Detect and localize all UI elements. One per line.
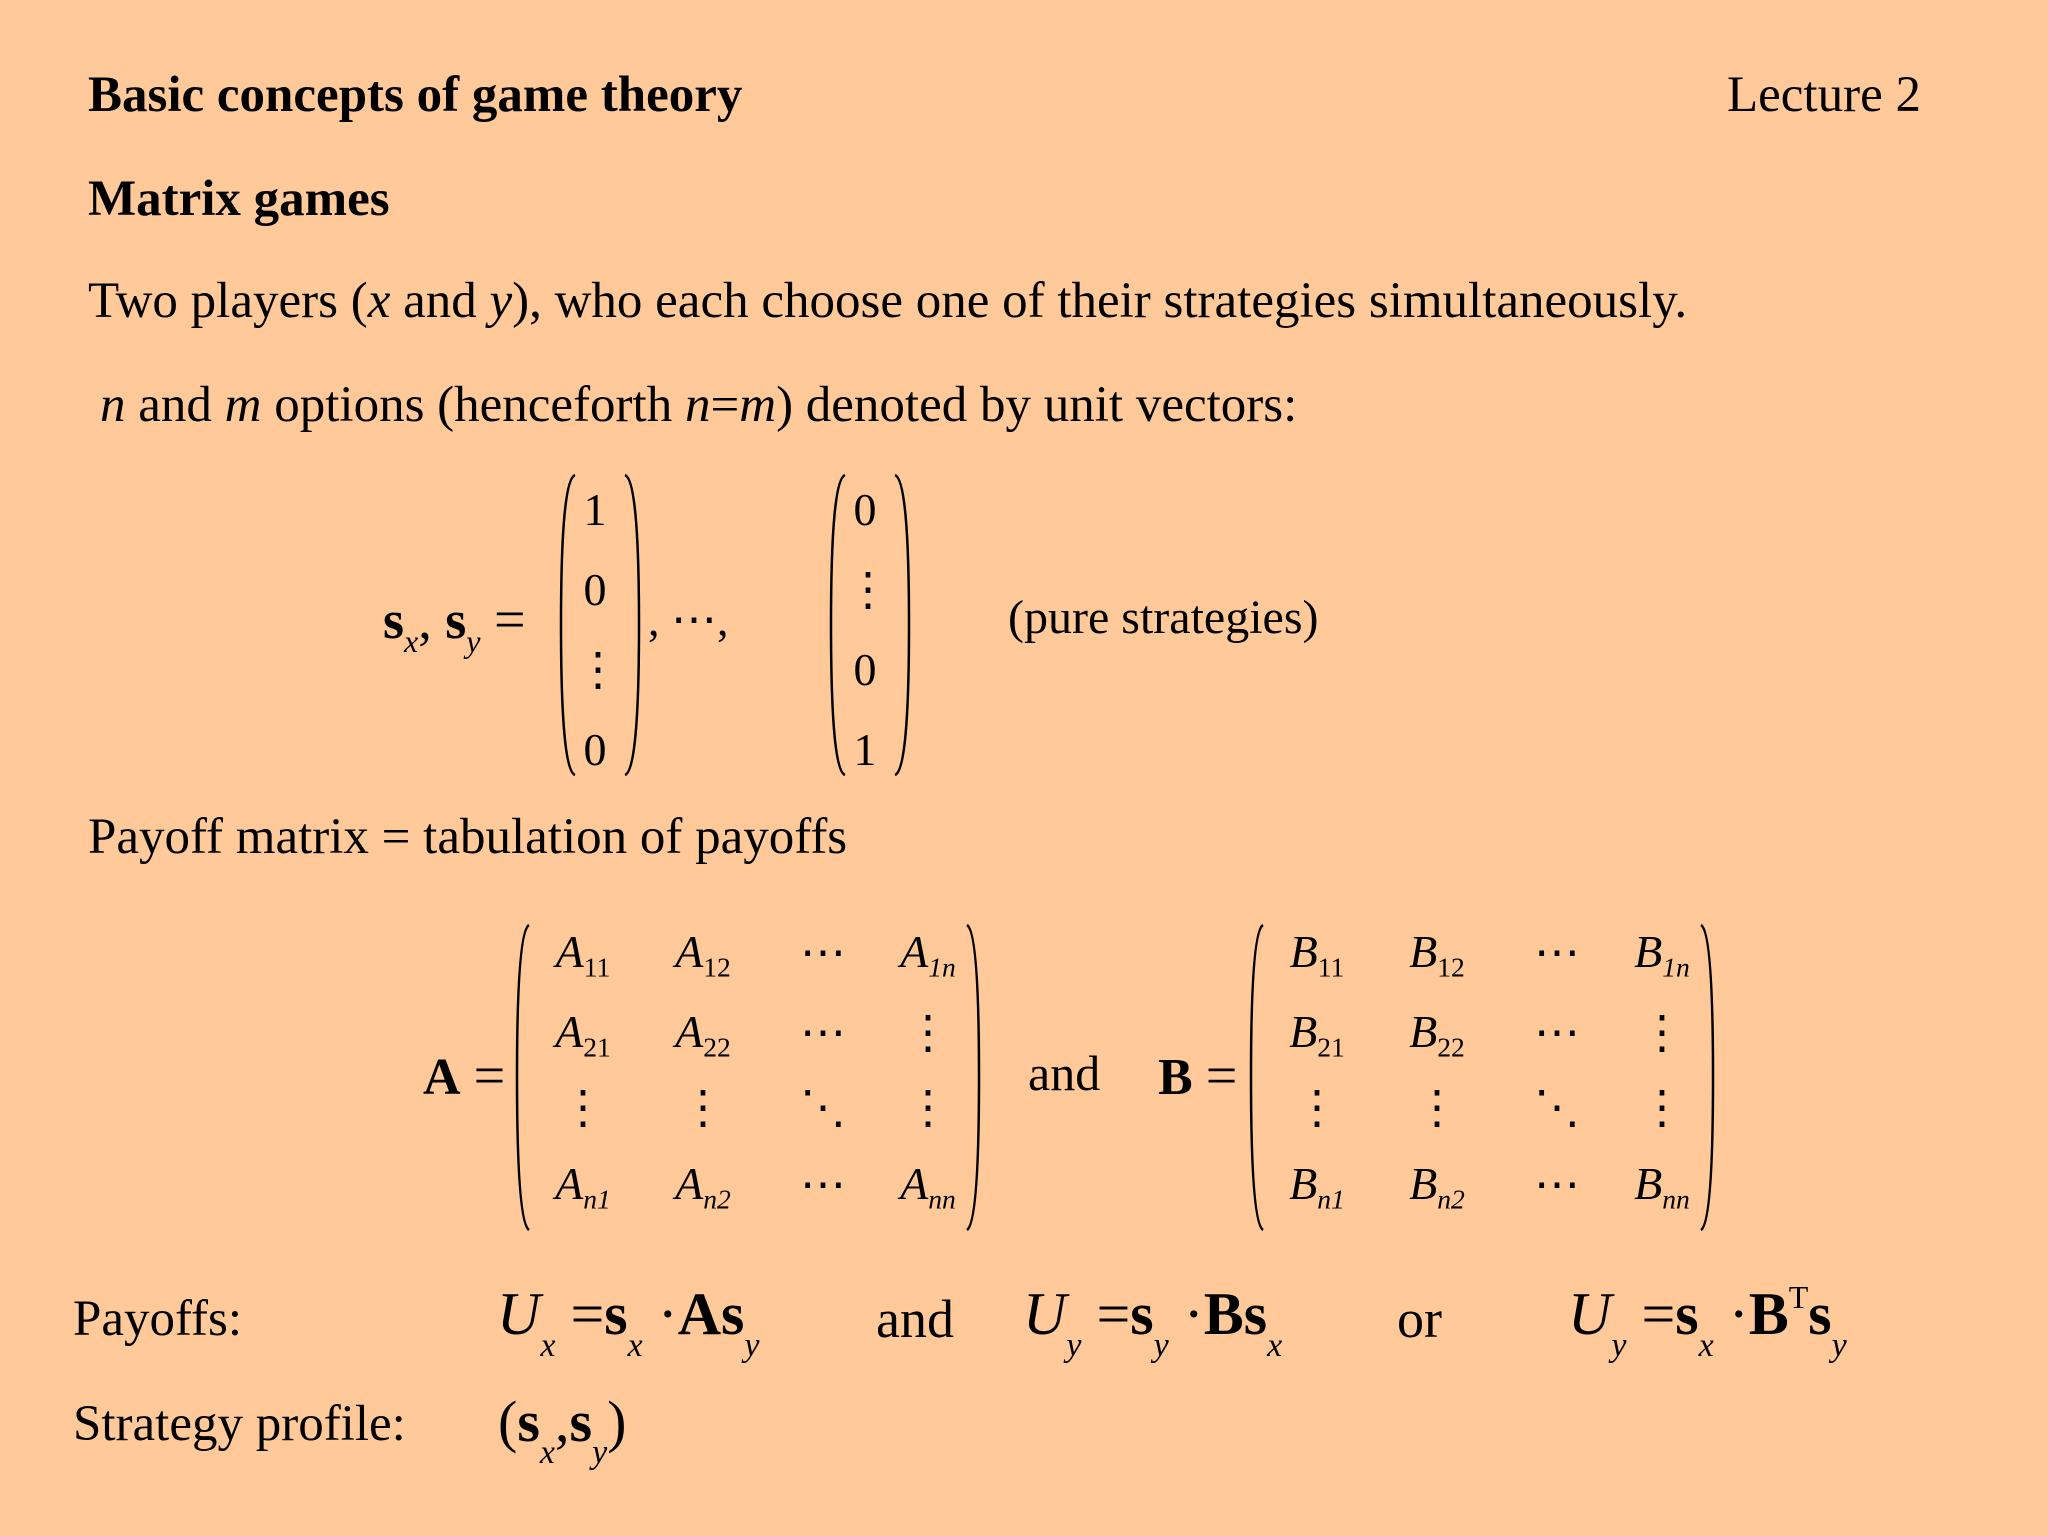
options-line: n and m options (henceforth n=m) denoted by unit vectors: xyxy=(100,377,1298,433)
sx-sy-label: $s_x$, $s_y$ = xyxy=(383,589,526,659)
matrix-entry: ⋯ xyxy=(800,1159,846,1210)
payoffs-label: Payoffs: xyxy=(73,1291,243,1347)
matrix-entry: $B_{n1}$ xyxy=(1289,1158,1345,1215)
strategy-profile-formula: $(s_x,s_y)$ xyxy=(498,1389,627,1471)
matrix-entry: ⋯ xyxy=(1534,1159,1580,1210)
matrix-entry: ⋮ xyxy=(1639,1082,1685,1133)
matrix-entry: ⋮ xyxy=(680,1082,726,1133)
vector-last-entry: 0 xyxy=(853,644,877,695)
matrix-entry: ⋮ xyxy=(1639,1007,1685,1058)
matrix-entry: $A_{n2}$ xyxy=(675,1158,731,1215)
matrix-entry: $A_{12}$ xyxy=(675,926,731,983)
matrix-entry: ⋮ xyxy=(905,1082,951,1133)
vector-first-entry: 1 xyxy=(583,484,607,535)
payoff-matrix-line: Payoff matrix = tabulation of payoffs xyxy=(88,809,848,865)
strategy-profile-label: Strategy profile: xyxy=(73,1396,406,1452)
matrix-entry: $B_{12}$ xyxy=(1409,926,1465,983)
matrix-entry: $A_{22}$ xyxy=(675,1006,731,1063)
vector-last-entry: 1 xyxy=(853,724,877,775)
players-line: Two players (x and y), who each choose one of their strategies simultaneously. xyxy=(88,273,1688,329)
slide-title: Basic concepts of game theory xyxy=(88,67,743,123)
lecture-label: Lecture 2 xyxy=(1727,67,1921,123)
and-payoffs: and xyxy=(876,1289,954,1349)
matrix-entry: ⋯ xyxy=(800,927,846,978)
or-payoffs: or xyxy=(1397,1289,1442,1349)
section-title: Matrix games xyxy=(88,171,390,227)
matrix-entry: ⋱ xyxy=(1534,1082,1580,1133)
and-between-matrices: and xyxy=(1028,1045,1101,1101)
ux-formula: $U_x =s_x \cdot As_y$ xyxy=(497,1281,760,1364)
matrix-entry: $A_{n1}$ xyxy=(555,1158,611,1215)
matrix-entry: $B_{21}$ xyxy=(1289,1006,1345,1063)
uy-formula: $U_y =s_y \cdot Bs_x$ xyxy=(1023,1281,1283,1364)
vector-first-entry: 0 xyxy=(583,724,607,775)
vector-first-entry: 0 xyxy=(583,564,607,615)
matrix-entry: $A_{1n}$ xyxy=(900,926,956,983)
matrix-entry: ⋮ xyxy=(905,1007,951,1058)
matrix-entry: ⋮ xyxy=(560,1082,606,1133)
matrix-entry: ⋮ xyxy=(1294,1082,1340,1133)
pure-strategies-note: (pure strategies) xyxy=(1008,591,1319,644)
matrix-entry: $B_{1n}$ xyxy=(1634,926,1690,983)
matrix-entry: ⋯ xyxy=(800,1007,846,1058)
matrix-entry: $A_{nn}$ xyxy=(900,1158,956,1215)
matrix-entry: $A_{21}$ xyxy=(555,1006,611,1063)
vector-first xyxy=(575,470,621,790)
matrix-entry: ⋯ xyxy=(1534,1007,1580,1058)
matrix-entry: $B_{22}$ xyxy=(1409,1006,1465,1063)
matrix-entry: ⋱ xyxy=(800,1082,846,1133)
vector-separator: , ⋯, xyxy=(648,594,729,645)
matrix-a-label: A = xyxy=(423,1045,506,1107)
vector-first-entry: ⋮ xyxy=(575,644,621,695)
matrix-entry: $B_{nn}$ xyxy=(1634,1158,1690,1215)
vector-last-entry: ⋮ xyxy=(845,564,891,615)
matrix-b-label: B = xyxy=(1158,1045,1238,1107)
matrix-entry: ⋮ xyxy=(1414,1082,1460,1133)
matrix-entry: $B_{11}$ xyxy=(1289,926,1345,983)
matrix-entry: $A_{11}$ xyxy=(555,926,611,983)
vector-last xyxy=(845,470,891,790)
matrix-entry: $B_{n2}$ xyxy=(1409,1158,1465,1215)
uy-transpose-formula: $U_y =s_x \cdot B^Ts_y$ xyxy=(1568,1279,1847,1364)
matrix-entry: ⋯ xyxy=(1534,927,1580,978)
vector-last-entry: 0 xyxy=(853,484,877,535)
